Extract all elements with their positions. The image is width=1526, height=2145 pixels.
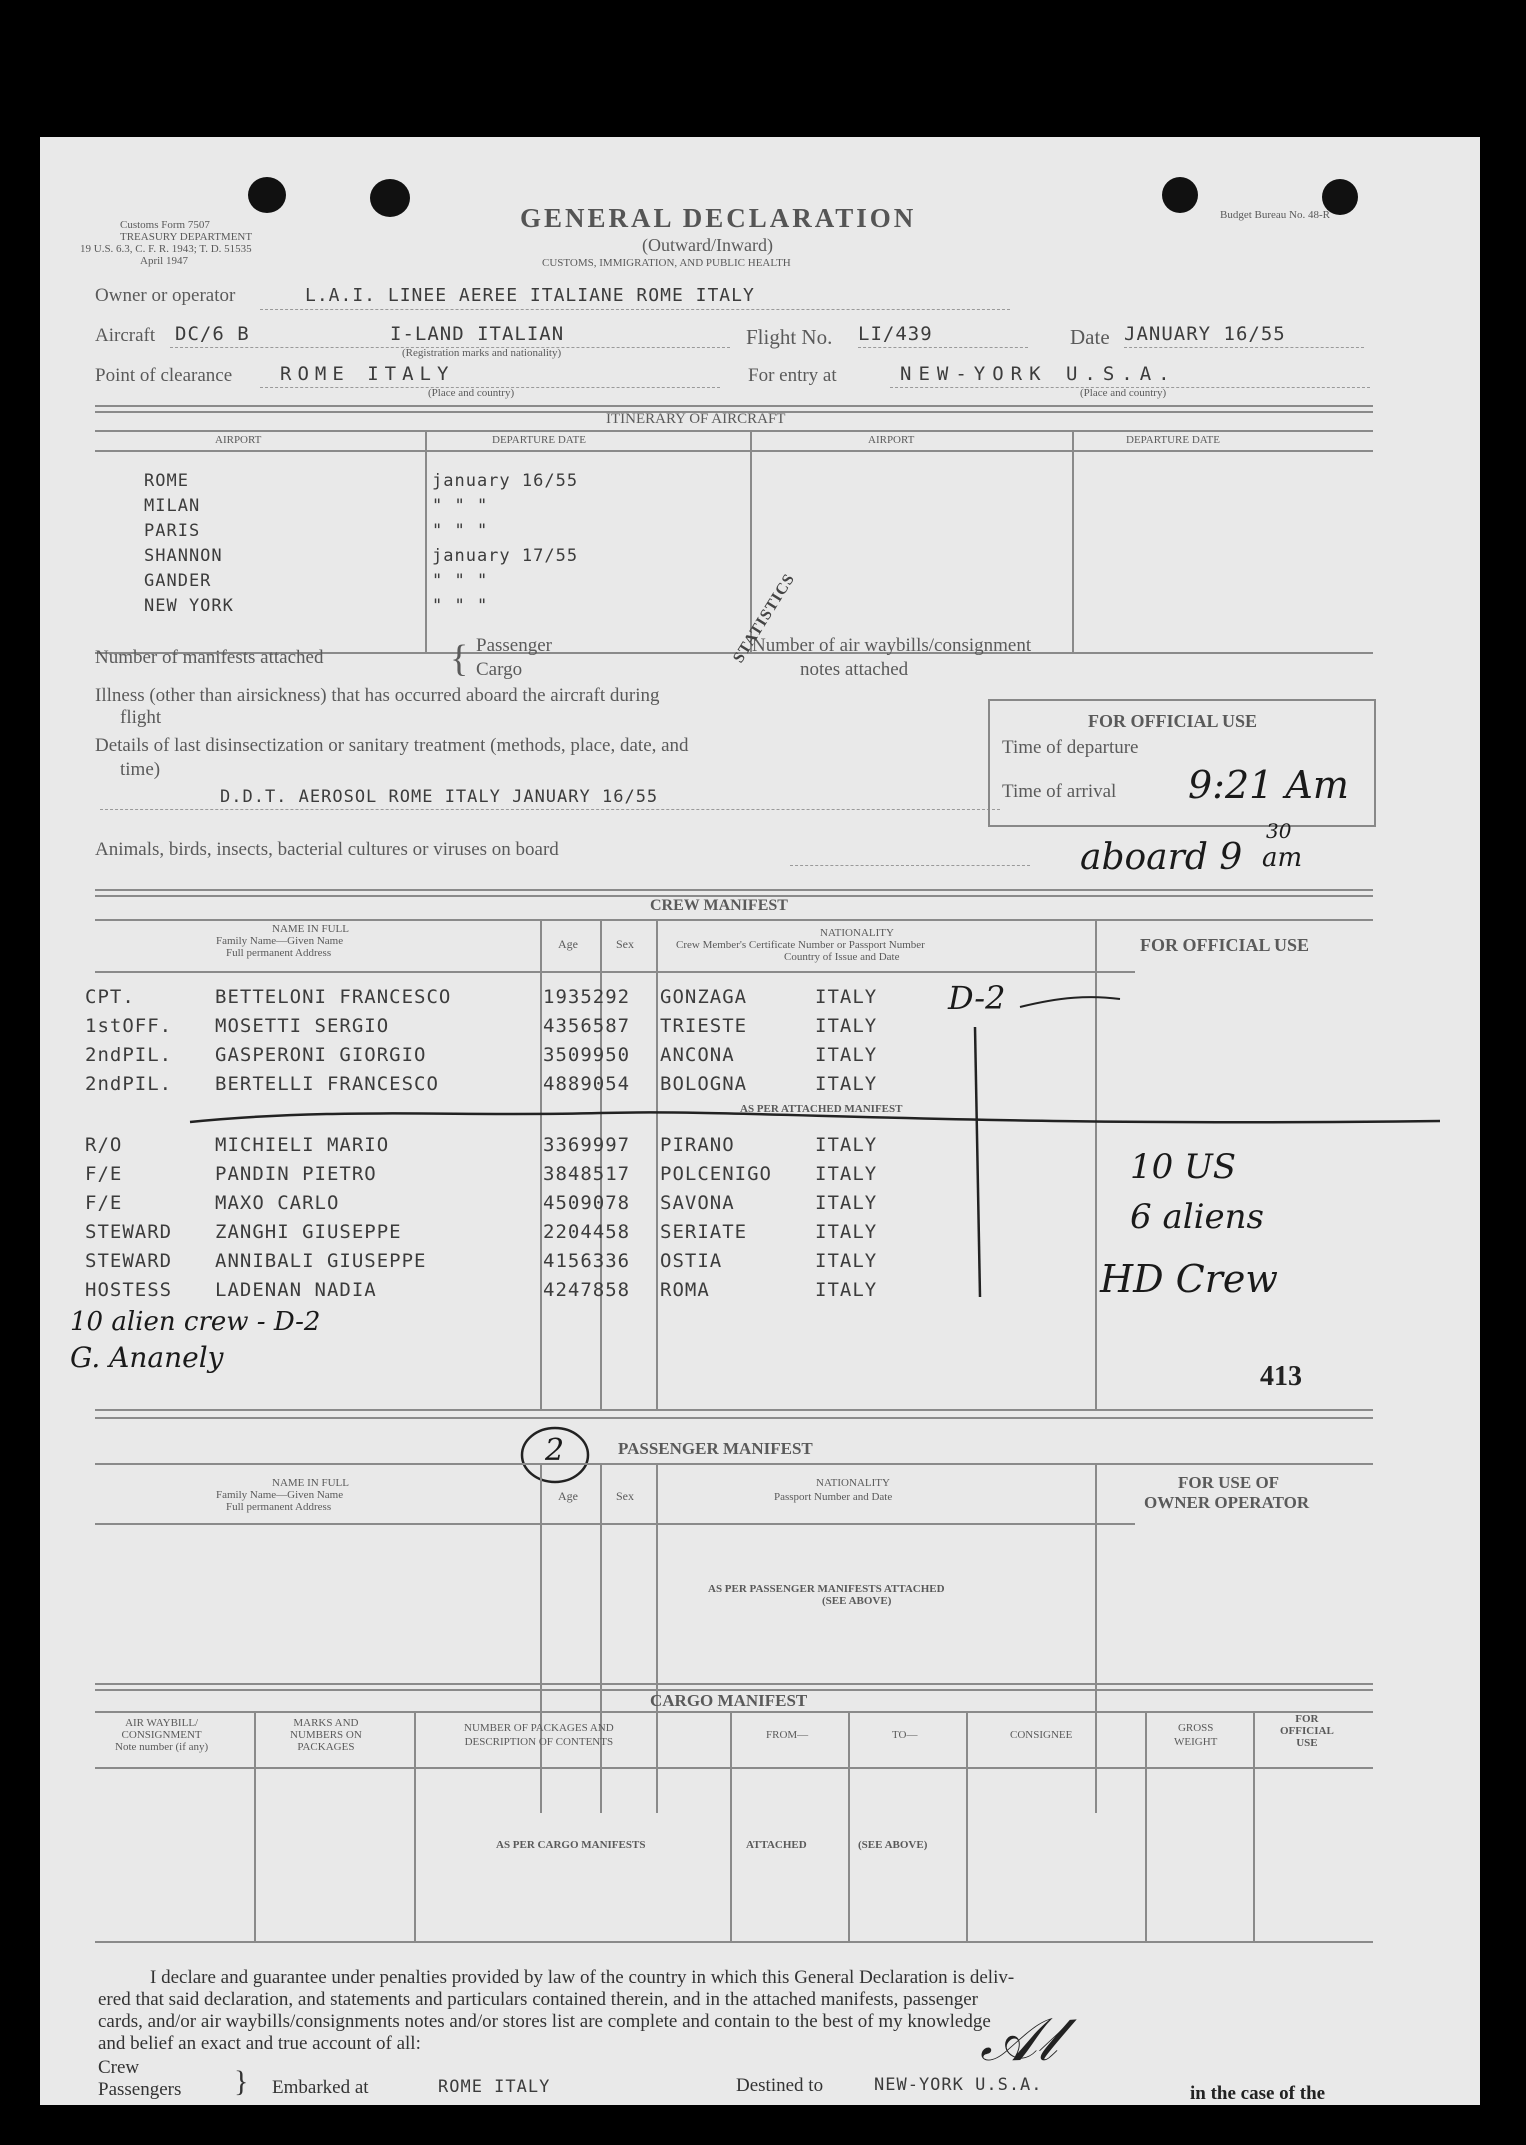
- cargo-note-b: ATTACHED: [746, 1839, 807, 1851]
- cargo-col-line: FROM—: [766, 1729, 809, 1741]
- crew-signature-handwritten: G. Ananely: [70, 1341, 224, 1374]
- circle-number: 2: [545, 1433, 565, 1468]
- budget-bureau-no: Budget Bureau No. 48-R: [1220, 209, 1330, 221]
- waybills-label: Number of air waybills/consignment: [752, 635, 1032, 656]
- crew-cert: 4889054: [543, 1073, 631, 1095]
- cargo-col-line: PACKAGES: [297, 1741, 355, 1753]
- crew-col-nat-sub2: Country of Issue and Date: [784, 951, 900, 963]
- crew-cert: 4156336: [543, 1250, 631, 1272]
- itin-airport: MILAN: [144, 496, 201, 516]
- crew-name: ZANGHI GIUSEPPE: [215, 1221, 402, 1243]
- cargo-col-line: OFFICIAL: [1280, 1725, 1334, 1737]
- captain-signature: 𝒜𝓁: [980, 2005, 1057, 2075]
- entry-label: For entry at: [748, 365, 837, 386]
- form-date: April 1947: [140, 255, 188, 267]
- flight-date: JANUARY 16/55: [1124, 323, 1286, 345]
- brace-left: {: [450, 638, 469, 680]
- decl-crew-label: Crew: [98, 2057, 140, 2078]
- department: TREASURY DEPARTMENT: [120, 231, 253, 243]
- crew-col-name-sub2: Full permanent Address: [226, 947, 332, 959]
- animals-label: Animals, birds, insects, bacterial cultures or viruses on board: [95, 839, 559, 860]
- crew-name: MOSETTI SERGIO: [215, 1015, 390, 1037]
- decl-embarked-label: Embarked at: [272, 2077, 369, 2098]
- crew-role: CPT.: [85, 986, 135, 1008]
- regulation-ref: 19 U.S. 6.3, C. F. R. 1943; T. D. 51535: [80, 243, 252, 255]
- board-superscript: 30: [1266, 819, 1292, 843]
- cargo-col-line: NUMBER OF PACKAGES AND: [464, 1722, 614, 1734]
- crew-cert: 2204458: [543, 1221, 631, 1243]
- crew-cert: 3848517: [543, 1163, 631, 1185]
- declaration-line-3: cards, and/or air waybills/consignments notes and/or stores list are complete and contain to the best of my knowledge: [98, 2011, 991, 2032]
- itin-col-departure: DEPARTURE DATE: [492, 434, 586, 446]
- crew-name: BETTELONI FRANCESCO: [215, 986, 452, 1008]
- crew-stamp-number: 413: [1260, 1361, 1302, 1392]
- entry-value: NEW-YORK U.S.A.: [900, 363, 1177, 385]
- crew-divider-note: AS PER ATTACHED MANIFEST: [740, 1103, 903, 1115]
- crew-place: ANCONA: [660, 1044, 735, 1066]
- crew-col-age: Age: [558, 937, 578, 951]
- crew-country: ITALY: [815, 1015, 878, 1037]
- pass-col-nat-sub: Passport Number and Date: [774, 1491, 893, 1503]
- itin-date: " " ": [432, 571, 489, 591]
- crew-role: 2ndPIL.: [85, 1044, 173, 1066]
- crew-place: SAVONA: [660, 1192, 735, 1214]
- manifest-cargo: Cargo: [476, 659, 523, 680]
- crew-place: TRIESTE: [660, 1015, 748, 1037]
- declaration-line-2: ered that said declaration, and statements and particulars contained therein, and in the attached manifests, passenger: [98, 1989, 978, 2010]
- crew-role: STEWARD: [85, 1221, 173, 1243]
- crew-col-sex: Sex: [616, 937, 634, 951]
- crew-name: GASPERONI GIORGIO: [215, 1044, 427, 1066]
- crew-name: MAXO CARLO: [215, 1192, 340, 1214]
- itin-date: january 17/55: [432, 546, 579, 566]
- decl-destined-value: NEW-YORK U.S.A.: [874, 2075, 1043, 2095]
- cargo-col-consignee: [1010, 1729, 1072, 1741]
- crew-role: F/E: [85, 1192, 123, 1214]
- cargo-col-from: [766, 1729, 808, 1741]
- itin-airport: GANDER: [144, 571, 212, 591]
- crew-name: BERTELLI FRANCESCO: [215, 1073, 439, 1095]
- arrival-handwritten: 9:21 Am: [1188, 763, 1349, 807]
- crew-initials-handwritten: HD Crew: [1100, 1257, 1278, 1301]
- crew-cert: 4247858: [543, 1279, 631, 1301]
- crew-country: ITALY: [815, 1044, 878, 1066]
- cargo-col-line: NUMBERS ON: [290, 1729, 362, 1741]
- itin-date: " " ": [432, 521, 489, 541]
- pass-col-owner2: OWNER OPERATOR: [1144, 1493, 1310, 1512]
- crew-total-handwritten: 10 alien crew - D-2: [70, 1307, 321, 1337]
- illness-label: Illness (other than airsickness) that has occurred aboard the aircraft during: [95, 685, 660, 706]
- crew-role: 2ndPIL.: [85, 1073, 173, 1095]
- pass-col-owner1: FOR USE OF: [1178, 1473, 1280, 1492]
- cargo-col-line: FOR: [1295, 1713, 1319, 1725]
- declaration-page: [40, 137, 1480, 2105]
- crew-country: ITALY: [815, 1134, 878, 1156]
- time-arrival-label: Time of arrival: [1002, 781, 1117, 802]
- itin-airport: ROME: [144, 471, 189, 491]
- time-departure-label: Time of departure: [1002, 737, 1139, 758]
- crew-role: R/O: [85, 1134, 123, 1156]
- pass-col-name-sub2: Full permanent Address: [226, 1501, 332, 1513]
- form-agencies: CUSTOMS, IMMIGRATION, AND PUBLIC HEALTH: [542, 257, 791, 269]
- board-suffix: am: [1262, 843, 1303, 873]
- crew-country: ITALY: [815, 1221, 878, 1243]
- date-label: Date: [1070, 325, 1110, 349]
- registration-note: (Registration marks and nationality): [402, 347, 562, 359]
- passenger-title: PASSENGER MANIFEST: [618, 1439, 813, 1458]
- clearance-note: (Place and country): [428, 387, 515, 399]
- crew-country: ITALY: [815, 1163, 878, 1185]
- crew-name: LADENAN NADIA: [215, 1279, 377, 1301]
- itin-airport: SHANNON: [144, 546, 223, 566]
- crew-name: MICHIELI MARIO: [215, 1134, 390, 1156]
- declaration-line-4: and belief an exact and true account of all:: [98, 2033, 421, 2054]
- crew-d2-handwritten: D-2: [948, 979, 1006, 1017]
- itin-airport: PARIS: [144, 521, 201, 541]
- disinsect-value: D.D.T. AEROSOL ROME ITALY JANUARY 16/55: [220, 787, 659, 807]
- cargo-col-line: TO—: [892, 1729, 918, 1741]
- owner-value: L.A.I. LINEE AEREE ITALIANE ROME ITALY: [305, 285, 755, 306]
- crew-name: ANNIBALI GIUSEPPE: [215, 1250, 427, 1272]
- entry-note: (Place and country): [1080, 387, 1167, 399]
- crew-name: PANDIN PIETRO: [215, 1163, 377, 1185]
- crew-col-nat: NATIONALITY: [820, 927, 894, 939]
- cargo-col-marks: [290, 1717, 362, 1753]
- cargo-note-c: (SEE ABOVE): [858, 1839, 928, 1851]
- clearance-value: ROME ITALY: [280, 363, 455, 385]
- crew-title: CREW MANIFEST: [650, 897, 788, 914]
- owner-label: Owner or operator: [95, 285, 236, 306]
- crew-place: GONZAGA: [660, 986, 748, 1008]
- crew-aliens-handwritten: 6 aliens: [1130, 1197, 1264, 1237]
- cargo-col-official: [1280, 1713, 1334, 1749]
- illness-label-2: flight: [120, 707, 162, 728]
- crew-cert: 4509078: [543, 1192, 631, 1214]
- statistics-stamp: STATISTICS: [730, 570, 799, 667]
- pass-col-name: NAME IN FULL: [272, 1477, 349, 1489]
- board-handwritten: aboard 9: [1080, 837, 1243, 878]
- crew-us-handwritten: 10 US: [1130, 1147, 1237, 1187]
- manifests-label: Number of manifests attached: [95, 647, 324, 668]
- cargo-col-to: [892, 1729, 917, 1741]
- crew-role: HOSTESS: [85, 1279, 173, 1301]
- pass-col-sex: Sex: [616, 1489, 634, 1503]
- flight-label: Flight No.: [746, 325, 833, 349]
- itin-date: january 16/55: [432, 471, 579, 491]
- cargo-col-line: USE: [1296, 1737, 1318, 1749]
- clearance-label: Point of clearance: [95, 365, 233, 386]
- handwritten-strokes: [40, 137, 1480, 2105]
- itinerary-title: ITINERARY OF AIRCRAFT: [606, 411, 786, 427]
- cargo-col-line: AIR WAYBILL/: [125, 1717, 199, 1729]
- form-subtitle: (Outward/Inward): [642, 235, 773, 255]
- manifest-passenger: Passenger: [476, 635, 552, 656]
- waybills-notes: notes attached: [800, 659, 909, 680]
- itin-col-airport: AIRPORT: [215, 434, 262, 446]
- pass-col-name-sub1: Family Name—Given Name: [216, 1489, 344, 1501]
- flight-number: LI/439: [858, 323, 933, 345]
- cargo-col-line: Note number (if any): [115, 1741, 209, 1753]
- declaration-line-1: I declare and guarantee under penalties provided by law of the country in which this General Declaration is deliv-: [150, 1967, 1015, 1988]
- crew-cert: 1935292: [543, 986, 631, 1008]
- decl-case-1: in the case of the: [1190, 2083, 1326, 2104]
- crew-cert: 3369997: [543, 1134, 631, 1156]
- itin-col-departure2: DEPARTURE DATE: [1126, 434, 1220, 446]
- crew-role: 1stOFF.: [85, 1015, 173, 1037]
- crew-col-name-sub1: Family Name—Given Name: [216, 935, 344, 947]
- form-title: GENERAL DECLARATION: [520, 203, 917, 233]
- itin-date: " " ": [432, 596, 489, 616]
- crew-col-official: FOR OFFICIAL USE: [1140, 935, 1310, 955]
- crew-cert: 4356587: [543, 1015, 631, 1037]
- cargo-col-line: GROSS: [1177, 1722, 1214, 1734]
- crew-cert: 3509950: [543, 1044, 631, 1066]
- disinsect-label-2: time): [120, 759, 161, 780]
- decl-embarked-value: ROME ITALY: [438, 2077, 551, 2097]
- official-box-title: FOR OFFICIAL USE: [1088, 711, 1258, 731]
- crew-country: ITALY: [815, 1250, 878, 1272]
- cargo-col-line: CONSIGNMENT: [121, 1729, 202, 1741]
- crew-col-nat-sub1: Crew Member's Certificate Number or Passport Number: [676, 939, 925, 951]
- cargo-col-line: MARKS AND: [293, 1717, 359, 1729]
- crew-role: F/E: [85, 1163, 123, 1185]
- crew-place: POLCENIGO: [660, 1163, 772, 1185]
- aircraft-registration: I-LAND ITALIAN: [390, 323, 565, 345]
- itin-date: " " ": [432, 496, 489, 516]
- crew-country: ITALY: [815, 986, 878, 1008]
- crew-role: STEWARD: [85, 1250, 173, 1272]
- cargo-col-weight: [1174, 1721, 1217, 1749]
- cargo-col-packages: [464, 1721, 614, 1749]
- aircraft-type: DC/6 B: [175, 323, 250, 345]
- crew-place: OSTIA: [660, 1250, 723, 1272]
- crew-place: BOLOGNA: [660, 1073, 748, 1095]
- crew-country: ITALY: [815, 1073, 878, 1095]
- itin-airport: NEW YORK: [144, 596, 234, 616]
- disinsect-label: Details of last disinsectization or sanitary treatment (methods, place, date, and: [95, 735, 689, 756]
- crew-country: ITALY: [815, 1279, 878, 1301]
- crew-place: SERIATE: [660, 1221, 748, 1243]
- cargo-col-line: CONSIGNEE: [1010, 1729, 1073, 1741]
- pass-col-nat: NATIONALITY: [816, 1477, 890, 1489]
- decl-destined-label: Destined to: [736, 2075, 824, 2096]
- aircraft-label: Aircraft: [95, 325, 156, 346]
- itin-col-airport2: AIRPORT: [868, 434, 915, 446]
- cargo-title: CARGO MANIFEST: [650, 1691, 808, 1710]
- crew-country: ITALY: [815, 1192, 878, 1214]
- crew-col-name: NAME IN FULL: [272, 923, 349, 935]
- crew-place: ROMA: [660, 1279, 710, 1301]
- cargo-col-waybill: [115, 1717, 208, 1753]
- decl-brace: }: [234, 2065, 249, 2098]
- cargo-note-a: AS PER CARGO MANIFESTS: [496, 1839, 646, 1851]
- passenger-note-see-above: (SEE ABOVE): [822, 1595, 892, 1607]
- cargo-col-line: WEIGHT: [1174, 1736, 1218, 1748]
- pass-col-age: Age: [558, 1489, 578, 1503]
- form-number: Customs Form 7507: [120, 219, 210, 231]
- passenger-note: AS PER PASSENGER MANIFESTS ATTACHED: [708, 1583, 945, 1595]
- decl-passengers-label: Passengers: [98, 2079, 182, 2100]
- crew-place: PIRANO: [660, 1134, 735, 1156]
- cargo-col-line: DESCRIPTION OF CONTENTS: [464, 1736, 614, 1748]
